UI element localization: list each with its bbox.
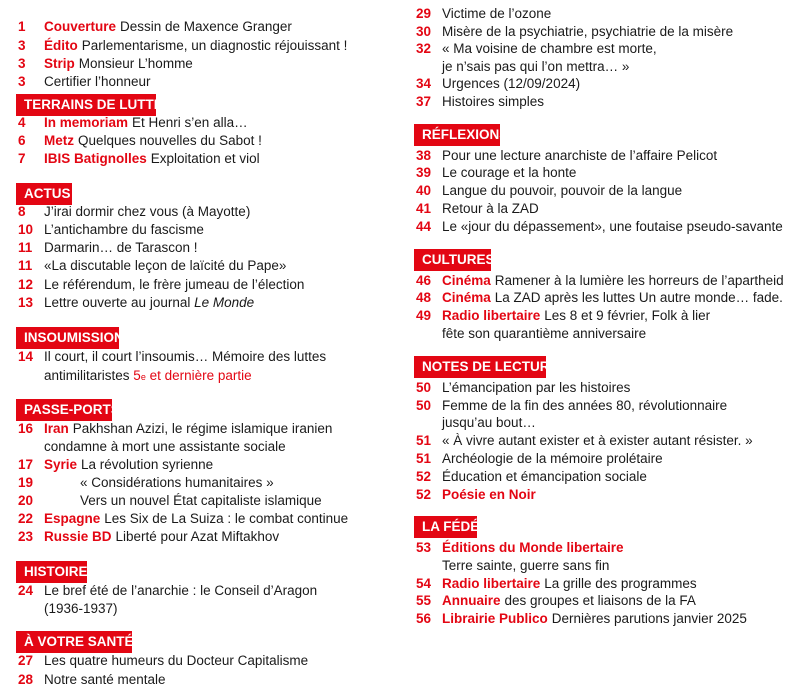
rubric-label: Éditions du Monde libertaire [442, 540, 624, 555]
page-number: 11 [18, 240, 33, 255]
entry-title: Pour une lecture anarchiste de l’affaire Pelicot [442, 148, 718, 163]
entry-title: Éducation et émancipation sociale [442, 469, 647, 484]
entry-title: La grille des programmes [544, 576, 697, 591]
entry-title: J’irai dormir chez vous (à Mayotte) [44, 204, 251, 219]
page-number: 6 [18, 133, 26, 148]
page-number: 40 [416, 183, 432, 198]
entry-title: Certifier l’honneur [44, 74, 151, 89]
page-number: 56 [416, 611, 432, 626]
page-number: 29 [416, 6, 432, 21]
entry-title: La révolution syrienne [81, 457, 214, 472]
toc-entry [416, 218, 783, 236]
toc-entry [416, 450, 663, 468]
page-number: 27 [18, 653, 34, 668]
section-header: RÉFLEXIONS [414, 124, 500, 146]
entry-title-italic: Le Monde [194, 295, 255, 310]
page-number: 19 [18, 475, 34, 490]
toc-entry [416, 575, 697, 593]
toc-entry [18, 257, 286, 275]
section-header: ACTUS [16, 183, 72, 205]
entry-part-number: 5 [133, 368, 141, 383]
page-number: 1 [18, 19, 26, 34]
entry-title-line2: antimilitaristes [44, 368, 130, 383]
entry-title: Liberté pour Azat Miftakhov [115, 529, 280, 544]
toc-entry [18, 221, 204, 239]
entry-title: Le courage et la honte [442, 165, 577, 180]
rubric-label: Édito [44, 38, 78, 53]
toc-entry [18, 528, 279, 546]
entry-title-line2: condamne à mort une assistante sociale [44, 439, 286, 454]
page-number: 23 [18, 529, 34, 544]
section-header: TERRAINS DE LUTTE [16, 94, 156, 116]
entry-title: Dernières parutions janvier 2025 [551, 611, 747, 626]
page-number: 52 [416, 469, 432, 484]
rubric-label: Librairie Publico [442, 611, 548, 626]
toc-entry [18, 203, 250, 221]
entry-title: Ramener à la lumière les horreurs de l’apartheid [494, 273, 784, 288]
rubric-label: Strip [44, 56, 75, 71]
entry-title: Quelques nouvelles du Sabot ! [78, 133, 262, 148]
rubric-label: Poésie en Noir [442, 487, 536, 502]
toc-entry [18, 671, 166, 689]
entry-title-line2: Terre sainte, guerre sans fin [442, 558, 610, 573]
rubric-label: Espagne [44, 511, 101, 526]
toc-entry-continuation [44, 600, 118, 618]
page-number: 4 [18, 115, 26, 130]
page-number: 14 [18, 349, 34, 364]
toc-entry [416, 379, 630, 397]
rubric-label: Cinéma [442, 273, 491, 288]
entry-title-line2: fête son quarantième anniversaire [442, 326, 647, 341]
rubric-label: Radio libertaire [442, 576, 541, 591]
page-number: 52 [416, 487, 432, 502]
entry-title: Victime de l’ozone [442, 6, 552, 21]
rubric-label: In memoriam [44, 115, 129, 130]
section-header: NOTES DE LECTURE [414, 356, 546, 378]
page-number: 49 [416, 308, 432, 323]
toc-entry [416, 307, 710, 325]
entry-title: Notre santé mentale [44, 672, 166, 687]
entry-title: «La discutable leçon de laïcité du Pape» [44, 258, 287, 273]
page-number: 13 [18, 295, 34, 310]
page-number: 3 [18, 38, 26, 53]
toc-entry [416, 468, 647, 486]
entry-title: Retour à la ZAD [442, 201, 539, 216]
entry-title: « Ma voisine de chambre est morte, [442, 41, 657, 56]
toc-entry [18, 150, 260, 168]
toc-entry [18, 456, 213, 474]
entry-title: L’antichambre du fascisme [44, 222, 204, 237]
toc-entry [416, 592, 696, 610]
page-number: 30 [416, 24, 432, 39]
entry-title: Le bref été de l’anarchie : le Conseil d’Aragon [44, 583, 318, 598]
entry-title: Pakhshan Azizi, le régime islamique iranien [72, 421, 333, 436]
toc-entry [416, 147, 717, 165]
page-number: 24 [18, 583, 34, 598]
entry-title: Il court, il court l’insoumis… Mémoire des luttes [44, 349, 327, 364]
toc-entry [18, 294, 254, 312]
entry-title: Archéologie de la mémoire prolétaire [442, 451, 663, 466]
entry-title: Urgences (12/09/2024) [442, 76, 581, 91]
section-header: LA FÉDÉ [414, 516, 477, 538]
toc-entry-continuation [442, 58, 629, 76]
toc-entry-continuation [442, 325, 646, 343]
toc-entry [416, 23, 733, 41]
section-header: HISTOIRE [16, 561, 87, 583]
toc-entry [416, 182, 682, 200]
entry-part-label: et dernière partie [145, 368, 252, 383]
entry-title: Les quatre humeurs du Docteur Capitalisme [44, 653, 309, 668]
toc-entry [416, 93, 544, 111]
entry-title: Et Henri s’en alla… [132, 115, 248, 130]
toc-entry [416, 200, 539, 218]
toc-entry [416, 539, 628, 557]
toc-entry-continuation [44, 438, 286, 456]
entry-title: Darmarin… de Tarascon ! [44, 240, 198, 255]
entry-title: Les 8 et 9 février, Folk à lier [544, 308, 711, 323]
page-number: 37 [416, 94, 432, 109]
entry-title: Le référendum, le frère jumeau de l’élection [44, 277, 305, 292]
page-number: 41 [416, 201, 432, 216]
rubric-label: Metz [44, 133, 74, 148]
page-number: 48 [416, 290, 432, 305]
toc-entry-continuation: antimilitaristes 5 e et dernière partie [44, 368, 252, 383]
rubric-label: Couverture [44, 19, 117, 34]
entry-title: Parlementarisme, un diagnostic réjouissant ! [81, 38, 348, 53]
page-number: 16 [18, 421, 34, 436]
page-number: 3 [18, 74, 26, 89]
page-number: 51 [416, 433, 432, 448]
toc-entry [416, 75, 580, 93]
toc-entry-continuation [442, 557, 609, 575]
page-number: 39 [416, 165, 432, 180]
toc-entry [18, 276, 304, 294]
toc-entry [18, 474, 274, 492]
entry-title: Femme de la fin des années 80, révolutionnaire [442, 398, 728, 413]
rubric-label: Russie BD [44, 529, 112, 544]
page-number: 3 [18, 56, 26, 71]
toc-entry [416, 486, 540, 504]
section-header: PASSE-PORTS [16, 399, 112, 421]
toc-entry-continuation [442, 414, 536, 432]
page-number: 32 [416, 41, 432, 56]
page-number: 28 [18, 672, 34, 687]
entry-title: Monsieur L’homme [78, 56, 193, 71]
page-number: 44 [416, 219, 432, 234]
page-number: 50 [416, 380, 432, 395]
toc-entry [18, 420, 332, 438]
toc-entry [416, 40, 657, 58]
entry-title: Lettre ouverte au journal [44, 295, 191, 310]
toc-entry [18, 73, 151, 91]
toc-entry [18, 348, 326, 366]
entry-title: « À vivre autant exister et à exister autant résister. » [442, 433, 753, 448]
entry-title: Les Six de La Suiza : le combat continue [104, 511, 349, 526]
rubric-label: Cinéma [442, 290, 491, 305]
toc-entry [18, 37, 347, 55]
section-header: INSOUMISSION [16, 327, 119, 349]
entry-title: Le «jour du dépassement», une foutaise pseudo-savante [442, 219, 783, 234]
page-number: 7 [18, 151, 26, 166]
page-number: 34 [416, 76, 432, 91]
rubric-label: IBIS Batignolles [44, 151, 147, 166]
page-number: 38 [416, 148, 432, 163]
entry-title-line2: (1936-1937) [44, 601, 118, 616]
page-number: 8 [18, 204, 26, 219]
entry-title: « Considérations humanitaires » [80, 475, 274, 490]
rubric-label: Annuaire [442, 593, 501, 608]
entry-title: Exploitation et viol [150, 151, 260, 166]
page-number: 20 [18, 493, 34, 508]
entry-title: L’émancipation par les histoires [442, 380, 631, 395]
page-number: 22 [18, 511, 34, 526]
entry-title-line2: jusqu’au bout… [442, 415, 536, 430]
section-header: CULTURES [414, 249, 491, 271]
page-number: 46 [416, 273, 432, 288]
toc-entry [18, 132, 262, 150]
toc-entry [18, 114, 248, 132]
rubric-label: Radio libertaire [442, 308, 541, 323]
toc-entry [416, 164, 576, 182]
entry-title: Vers un nouvel État capitaliste islamique [80, 493, 322, 508]
page-number: 10 [18, 222, 34, 237]
toc-entry [416, 397, 727, 415]
page-number: 53 [416, 540, 432, 555]
entry-title: Langue du pouvoir, pouvoir de la langue [442, 183, 683, 198]
toc-entry [18, 492, 322, 510]
page-number: 54 [416, 576, 432, 591]
page-number: 11 [18, 258, 33, 273]
entry-title: des groupes et liaisons de la FA [504, 593, 696, 608]
entry-title: Histoires simples [442, 94, 545, 109]
page-number: 50 [416, 398, 432, 413]
entry-title: Misère de la psychiatrie, psychiatrie de la misère [442, 24, 734, 39]
toc-entry [416, 5, 551, 23]
toc-entry [18, 582, 317, 600]
section-header: À VOTRE SANTÉ ! [16, 631, 132, 653]
entry-title: La ZAD après les luttes Un autre monde… fade. [494, 290, 783, 305]
entry-title: Dessin de Maxence Granger [120, 19, 292, 34]
toc-entry [416, 432, 753, 450]
page-number: 17 [18, 457, 34, 472]
toc-entry [416, 289, 783, 307]
page-number: 12 [18, 277, 34, 292]
rubric-label: Iran [44, 421, 69, 436]
toc-entry [18, 652, 308, 670]
entry-title-line2: je n’sais pas qui l’on mettra… » [442, 59, 630, 74]
toc-entry [18, 239, 198, 257]
toc-entry [18, 18, 292, 36]
toc-entry [18, 55, 193, 73]
page-number: 51 [416, 451, 432, 466]
toc-entry [18, 510, 348, 528]
toc-entry [416, 610, 747, 628]
page-number: 55 [416, 593, 432, 608]
toc-entry [416, 272, 784, 290]
rubric-label: Syrie [44, 457, 78, 472]
